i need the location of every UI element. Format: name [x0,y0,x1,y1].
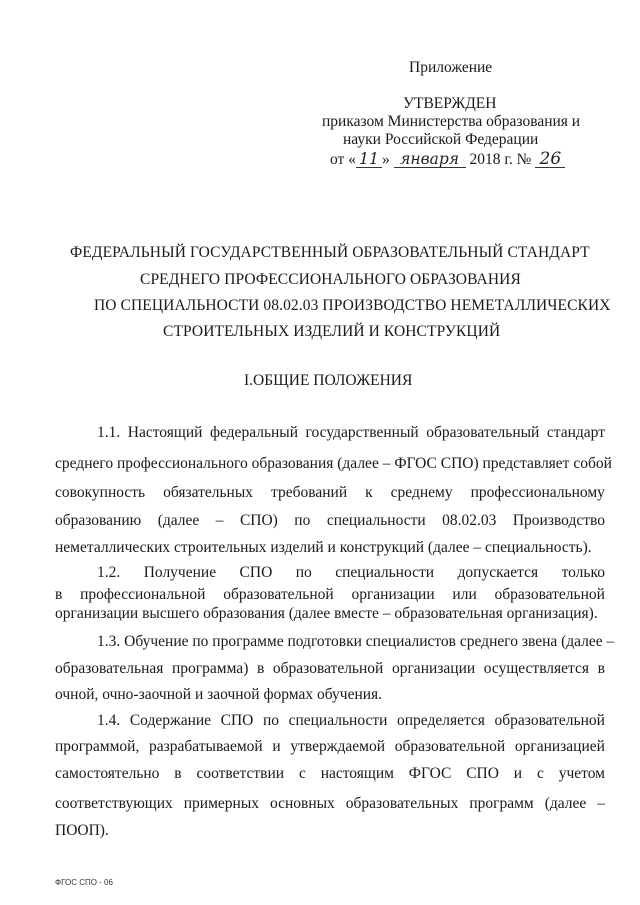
p4-line-5: ПООП). [55,822,109,839]
p1-line-1 [97,423,605,443]
word: к [365,484,373,501]
word: федеральный [209,424,299,441]
title-line-2: СРЕДНЕГО ПРОФЕССИОНАЛЬНОГО ОБРАЗОВАНИЯ [140,271,521,288]
word: и [513,765,523,782]
word: организации [391,660,476,677]
word: Производство [512,512,605,529]
title-line-1: ФЕДЕРАЛЬНЫЙ ГОСУДАРСТВЕННЫЙ ОБРАЗОВАТЕЛЬНЫЙ СТАНДАРТ [70,244,590,261]
word: организацией [514,738,605,755]
word: государственный [305,424,419,441]
word: основных [269,795,335,812]
p1-line-2: среднего профессионального образования (далее – ФГОС СПО) представляет собой [55,455,612,472]
word: программ [469,795,534,812]
word: в [597,660,605,677]
word: определяется [396,712,485,729]
order-number-handwritten: 26 [535,151,565,168]
p2-line-3: организации высшего образования (далее вместе – образовательная организация). [55,605,598,622]
word: образовательной [272,660,384,677]
word: организации [351,586,435,603]
word: самостоятельно [55,765,160,782]
word: или [452,586,477,603]
date-day-handwritten: 11 [356,151,382,168]
order-line-1: приказом Министерства образования и [322,113,581,130]
word: образовательной [394,738,506,755]
word: осуществляется [483,660,590,677]
word: разрабатываемой [149,738,263,755]
approved-label: УТВЕРЖДЕН [403,95,497,112]
word: образовательных [345,795,459,812]
word: 08.02.03 [442,512,497,529]
p4-line-3 [55,764,605,784]
word: ФГОС [408,765,452,782]
p2-line-1 [97,563,605,583]
word: 1.2. [97,564,121,581]
word: (далее [157,512,200,529]
word: в [55,586,63,603]
p4-line-4 [55,794,605,814]
word: Содержание [129,712,212,729]
word: требований [271,484,348,501]
title-line-4: СТРОИТЕЛЬНЫХ ИЗДЕЛИЙ И КОНСТРУКЦИЙ [163,323,501,340]
date-month-handwritten: января [394,151,466,168]
word: образовательный [426,424,540,441]
section-heading: I.ОБЩИЕ ПОЛОЖЕНИЯ [244,372,413,389]
word: Получение [143,564,217,581]
word: только [561,564,605,581]
word: образовательной [494,586,605,603]
word: с [298,765,306,782]
word: допускается [457,564,539,581]
appendix-label: Приложение [409,59,493,76]
p3-line-1: 1.3. Обучение по программе подготовки специалистов среднего звена (далее – [97,633,615,650]
word: и [272,738,281,755]
word: по [295,564,312,581]
word: 1.1. [97,424,121,441]
word: совокупность [55,484,146,501]
word: (далее [544,795,587,812]
word: учетом [558,765,605,782]
word: в [256,660,265,677]
word: образовательной [494,712,605,729]
p3-line-2 [55,659,605,679]
word: примерных [183,795,259,812]
p1-line-5: неметаллических строительных изделий и конструкций (далее – специальность). [55,539,592,556]
p3-line-3: очной, очно-заочной и заочной формах обучения. [55,686,383,703]
word: по [294,512,311,529]
word: образовательная [55,660,164,677]
p4-line-1 [97,711,605,731]
word: СПО) [239,512,278,529]
order-line-2: науки Российской Федерации [343,131,539,148]
word: профессиональной [80,586,206,603]
word: образовательной [223,586,334,603]
p1-line-3 [55,483,605,503]
word: среднему [390,484,453,501]
word: СПО [239,564,273,581]
word: по [262,712,279,729]
word: программой, [55,738,140,755]
word: – [597,795,605,812]
word: утверждаемой [290,738,385,755]
word: профессиональному [470,484,605,501]
footer-code: ФГОС СПО - 06 [55,878,113,887]
word: в [174,765,182,782]
word: образованию [55,512,142,529]
date-year: 2018 г. № [469,151,532,168]
p4-line-2 [55,737,605,757]
word: – [215,512,224,529]
word: СПО [220,712,254,729]
word: стандарт [546,424,605,441]
date-prefix: от « [330,151,356,168]
word: соответствующих [55,795,173,812]
order-date-line [330,150,565,170]
word: специальности [335,564,435,581]
p1-line-4 [55,511,605,531]
word: Настоящий [127,424,203,441]
word: с [536,765,544,782]
title-line-3: ПО СПЕЦИАЛЬНОСТИ 08.02.03 ПРОИЗВОДСТВО НЕМЕТАЛЛИЧЕСКИХ [94,297,611,314]
word: обязательных [163,484,254,501]
word: программа) [172,660,249,677]
word: специальности [326,512,426,529]
word: 1.4. [97,712,121,729]
word: специальности [288,712,388,729]
word: СПО [466,765,499,782]
word: соответствии [196,765,285,782]
date-mid: » [381,151,390,168]
p2-line-2 [55,585,605,605]
word: настоящим [320,765,394,782]
